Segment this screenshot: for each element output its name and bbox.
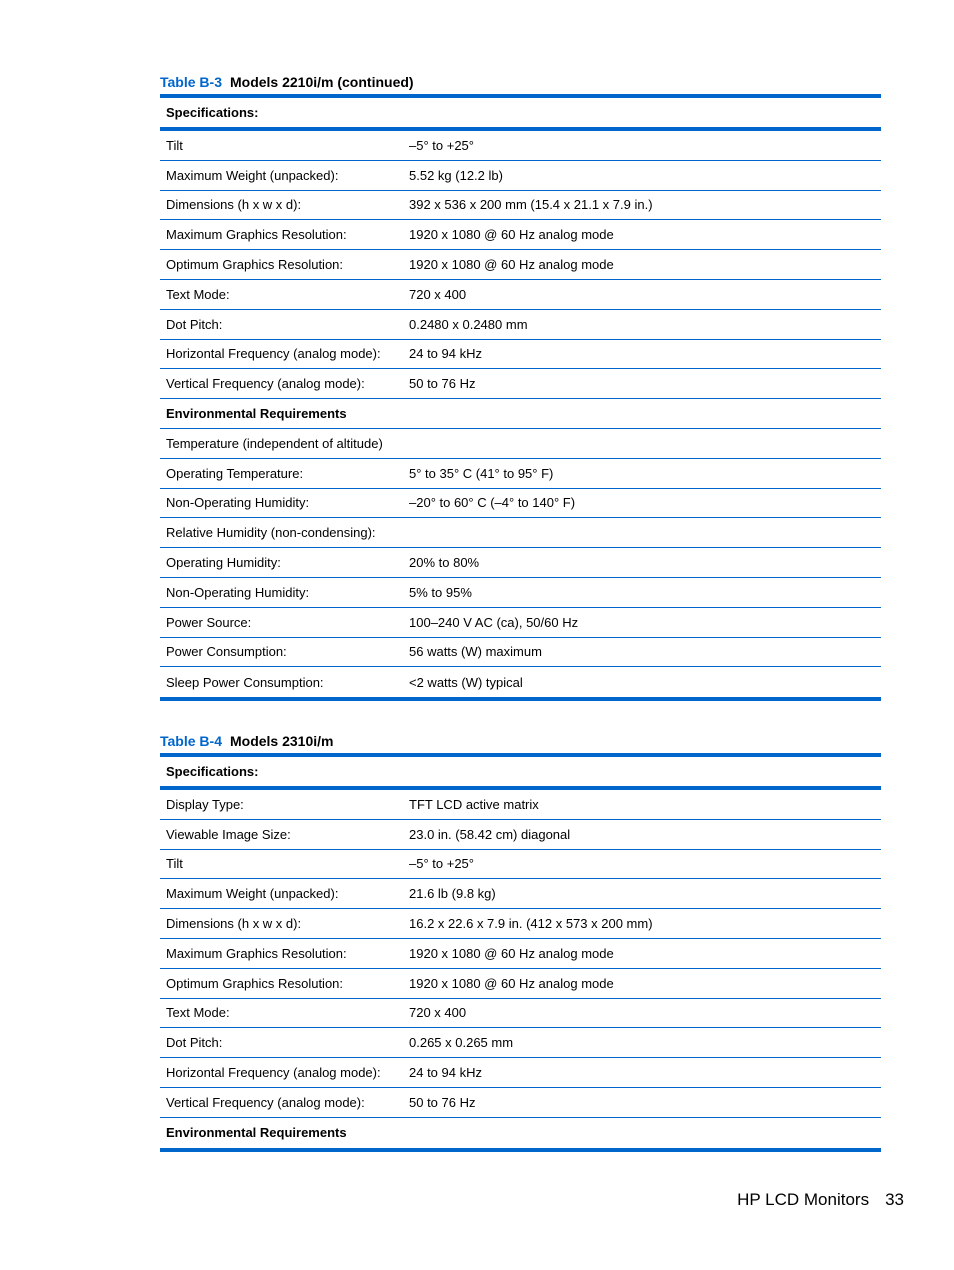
table-b3 [160,72,881,701]
spec-value: 24 to 94 kHz [409,1065,482,1081]
table-caption-title: Models 2210i/m (continued) [229,74,414,90]
spec-label: Temperature (independent of altitude) [166,435,383,451]
table-row [160,820,881,850]
table-row [160,999,881,1029]
spec-value: 720 x 400 [409,286,467,302]
spec-label: Dimensions (h x w x d): [166,197,302,213]
spec-label: Display Type: [166,796,244,812]
table-row [160,340,881,370]
spec-label: Tilt [166,856,183,872]
table-row [160,638,881,668]
table-caption-label: Table B-4 [160,733,222,749]
table-row [160,1088,881,1118]
spec-label: Dot Pitch: [166,316,223,332]
spec-label: Tilt [166,137,183,153]
table-row [160,429,881,459]
table-caption [160,731,881,751]
spec-value: –5° to +25° [409,137,474,153]
spec-value: 20% to 80% [409,555,480,571]
table-caption-label: Table B-3 [160,74,222,90]
table-row [160,909,881,939]
section-heading: Environmental Requirements [166,406,347,422]
table-row [160,131,881,161]
page-number: 33 [885,1190,904,1209]
table-row [160,459,881,489]
spec-label: Dot Pitch: [166,1035,223,1051]
spec-value: 1920 x 1080 @ 60 Hz analog mode [409,945,614,961]
table-row [160,518,881,548]
spec-value: 50 to 76 Hz [409,1094,476,1110]
spec-value: TFT LCD active matrix [409,796,539,812]
table-row [160,489,881,519]
table-row [160,667,881,697]
spec-label: Horizontal Frequency (analog mode): [166,346,381,362]
table-caption [160,72,881,92]
spec-label: Text Mode: [166,286,230,302]
spec-label: Viewable Image Size: [166,826,291,842]
spec-value: 100–240 V AC (ca), 50/60 Hz [409,614,579,630]
spec-value: 5.52 kg (12.2 lb) [409,167,503,183]
spec-value: 392 x 536 x 200 mm (15.4 x 21.1 x 7.9 in.) [409,197,653,213]
spec-label: Operating Humidity: [166,555,281,571]
spec-label: Maximum Graphics Resolution: [166,945,347,961]
spec-label: Optimum Graphics Resolution: [166,975,344,991]
spec-value: <2 watts (W) typical [409,674,523,690]
spec-label: Sleep Power Consumption: [166,674,324,690]
spec-value: –20° to 60° C (–4° to 140° F) [409,495,576,511]
table-row [160,578,881,608]
table-header: Specifications: [166,764,259,779]
section-heading: Environmental Requirements [166,1125,347,1141]
spec-label: Power Consumption: [166,644,287,660]
spec-value: 5° to 35° C (41° to 95° F) [409,465,554,481]
spec-label: Maximum Graphics Resolution: [166,227,347,243]
table-row [160,250,881,280]
spec-label: Vertical Frequency (analog mode): [166,1094,365,1110]
spec-label: Relative Humidity (non-condensing): [166,525,376,541]
spec-label: Vertical Frequency (analog mode): [166,376,365,392]
spec-label: Horizontal Frequency (analog mode): [166,1065,381,1081]
spec-label: Maximum Weight (unpacked): [166,886,339,902]
table-row [160,369,881,399]
table-row [160,1028,881,1058]
table-bottom-rule [160,1148,881,1152]
spec-label: Non-Operating Humidity: [166,495,310,511]
page-footer [737,1190,904,1210]
table-row [160,548,881,578]
table-caption-title: Models 2310i/m [229,733,334,749]
spec-value: 720 x 400 [409,1005,467,1021]
spec-label: Optimum Graphics Resolution: [166,257,344,273]
spec-value: 1920 x 1080 @ 60 Hz analog mode [409,975,614,991]
table-row [160,280,881,310]
spec-value: 21.6 lb (9.8 kg) [409,886,496,902]
spec-value: 0.2480 x 0.2480 mm [409,316,528,332]
footer-title: HP LCD Monitors [737,1190,870,1209]
table-row [160,191,881,221]
spec-value: 23.0 in. (58.42 cm) diagonal [409,826,571,842]
table-row [160,790,881,820]
spec-label: Operating Temperature: [166,465,304,481]
spec-value: 24 to 94 kHz [409,346,482,362]
table-row [160,879,881,909]
table-body [160,131,881,697]
table-row [160,1058,881,1088]
table-bottom-rule [160,697,881,701]
table-row [160,399,881,429]
spec-value: 16.2 x 22.6 x 7.9 in. (412 x 573 x 200 mm) [409,916,653,932]
spec-label: Maximum Weight (unpacked): [166,167,339,183]
table-header: Specifications: [166,105,259,120]
spec-value: 1920 x 1080 @ 60 Hz analog mode [409,227,614,243]
table-row [160,310,881,340]
table-row [160,969,881,999]
spec-value: –5° to +25° [409,856,474,872]
table-row [160,1118,881,1148]
spec-value: 1920 x 1080 @ 60 Hz analog mode [409,257,614,273]
spec-value: 56 watts (W) maximum [409,644,542,660]
table-row [160,608,881,638]
spec-label: Power Source: [166,614,252,630]
spec-value: 0.265 x 0.265 mm [409,1035,514,1051]
spec-value: 50 to 76 Hz [409,376,476,392]
table-row [160,939,881,969]
spec-label: Non-Operating Humidity: [166,584,310,600]
spec-value: 5% to 95% [409,584,472,600]
spec-label: Dimensions (h x w x d): [166,916,302,932]
table-row [160,850,881,880]
table-row [160,220,881,250]
table-row [160,161,881,191]
spec-label: Text Mode: [166,1005,230,1021]
table-b4 [160,731,881,1152]
table-body [160,790,881,1148]
